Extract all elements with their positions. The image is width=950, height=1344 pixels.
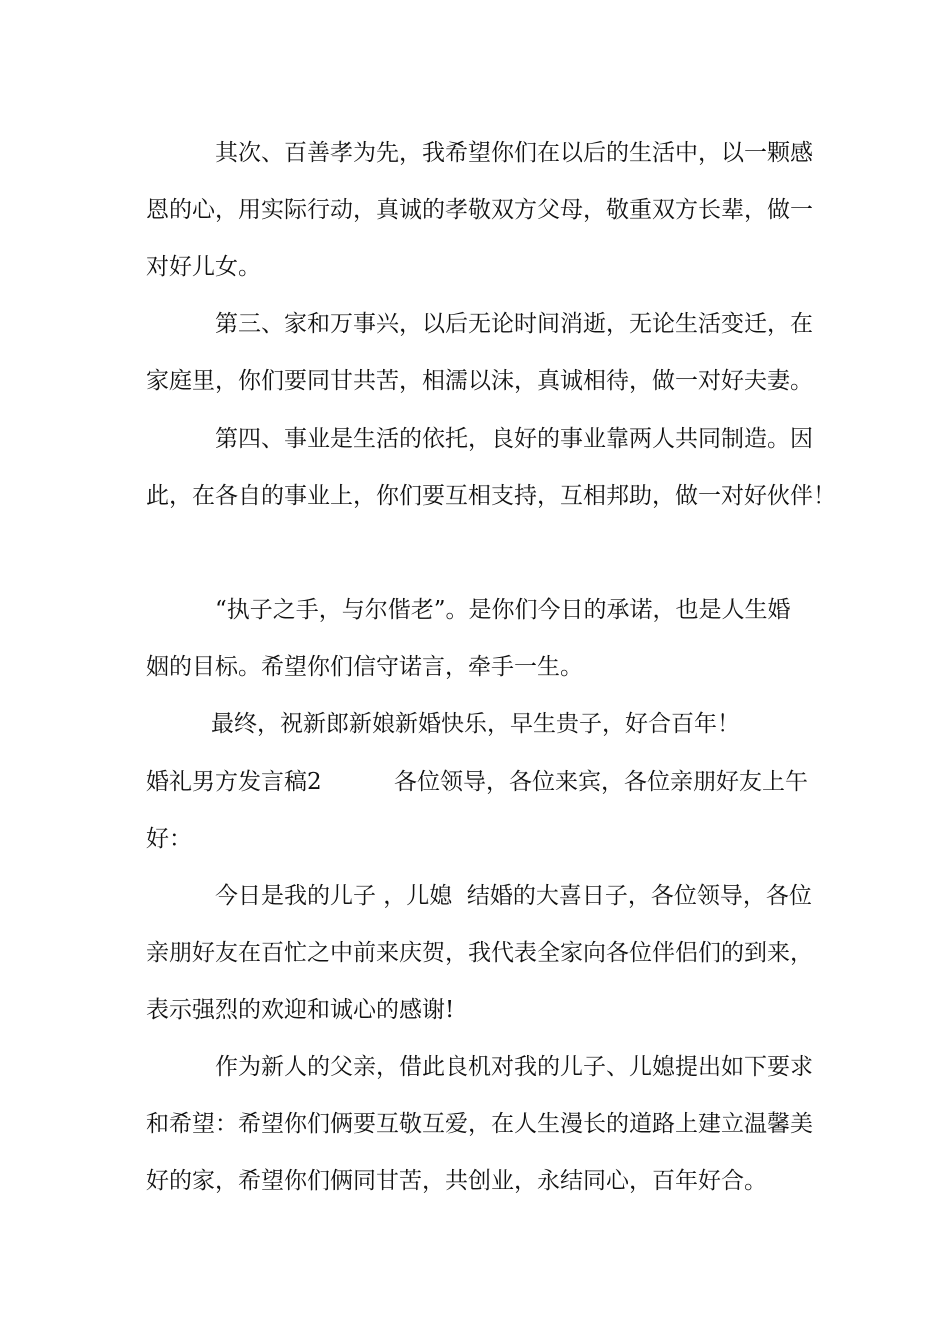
text-line: 第三、家和万事兴，以后无论时间消逝，无论生活变迁，在 [215, 311, 813, 337]
section-heading: 婚礼男方发言稿2 [146, 769, 322, 795]
text-line: 家庭里，你们要同甘共苦，相濡以沫，真诚相待，做一对好夫妻。 [146, 368, 813, 394]
text-line: 作为新人的父亲，借此良机对我的儿子、儿媳提出如下要求 [215, 1054, 813, 1080]
text-line: 第四、事业是生活的依托，良好的事业靠两人共同制造。因 [215, 426, 813, 452]
text-line: 今日是我的儿子 ，儿媳 结婚的大喜日子，各位领导，各位 [215, 883, 812, 909]
text-line: 姻的目标。希望你们信守诺言，牵手一生。 [146, 654, 583, 680]
text-line: 表示强烈的欢迎和诚心的感谢! [146, 997, 455, 1023]
text-line: 恩的心，用实际行动，真诚的孝敬双方父母，敬重双方长辈，做一 [146, 197, 813, 223]
text-line: 好： [146, 826, 192, 852]
text-line: 对好儿女。 [146, 254, 261, 280]
text-line: 和希望：希望你们俩要互敬互爱，在人生漫长的道路上建立温馨美 [146, 1111, 813, 1137]
text-line: 其次、百善孝为先，我希望你们在以后的生活中，以一颗感 [215, 140, 813, 166]
text-line: 此，在各自的事业上，你们要互相支持，互相邦助，做一对好伙伴！ [146, 483, 836, 509]
text-line: “执子之手，与尔偕老”。是你们今日的承诺，也是人生婚 [215, 597, 791, 623]
text-line: 各位领导，各位来宾，各位亲朋好友上午 [394, 769, 808, 795]
text-line: 亲朋好友在百忙之中前来庆贺，我代表全家向各位伴侣们的到来， [146, 940, 813, 966]
text-line: 好的家，希望你们俩同甘苦，共创业，永结同心，百年好合。 [146, 1168, 767, 1194]
text-line: 最终，祝新郎新娘新婚快乐，早生贵子，好合百年！ [211, 711, 740, 737]
